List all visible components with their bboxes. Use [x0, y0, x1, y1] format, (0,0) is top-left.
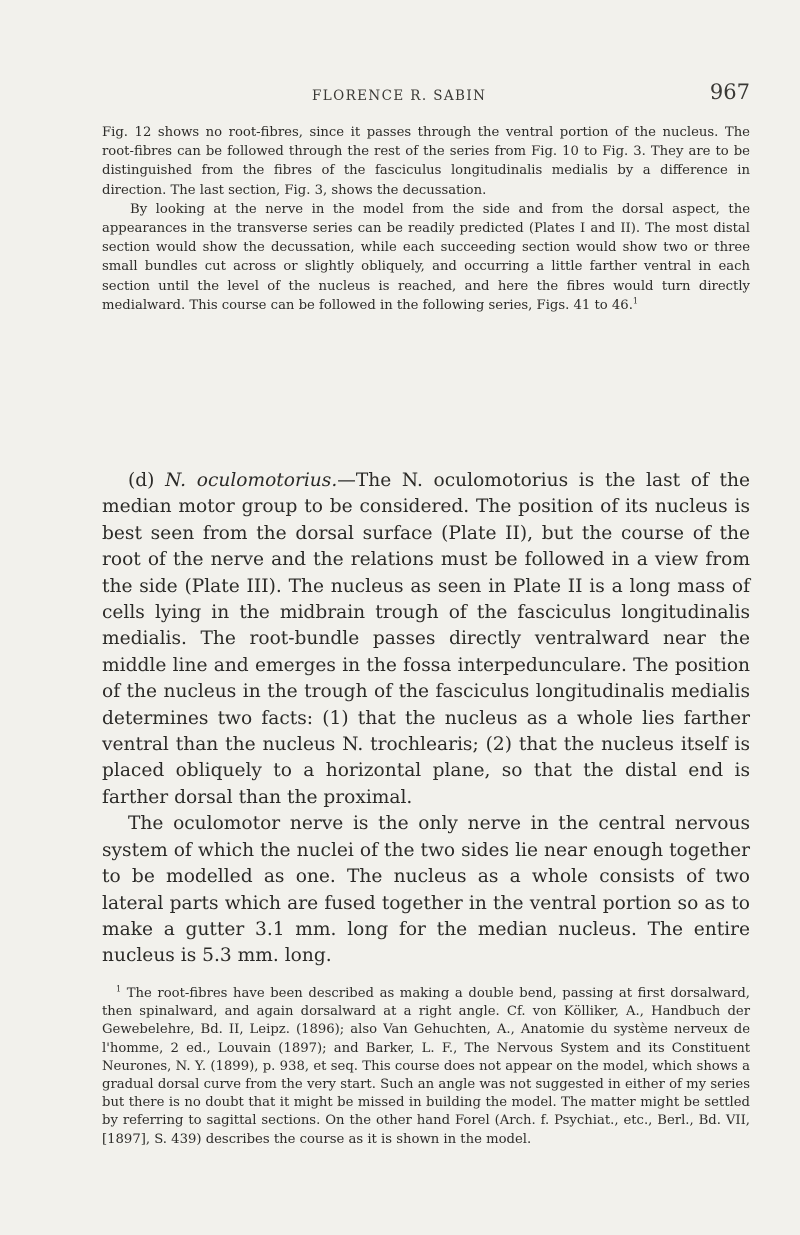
footnote-text: The root-fibres have been described as making a double bend, passing at first dorsalward, then spinalward, and again dorsalward at a right angle. Cf. von Kölliker, A., Handbuch der Gewebelehre, Bd. II, Leipz. (1896); also Van Gehuchten, A., Anatomie du système nerveux de l'homme, 2 ed., Louvain (1897); and Barker, L. F., The Nervous System and its Constituent Neurones, N. Y. (1899), p. 938, et seq. This course does not appear on the model, which shows a gradual dorsal curve from the very start. Such an angle was not suggested in either of my series but there is no doubt that it might be missed in building the model. The matter might be settled by referring to sagittal sections. On the other hand Forel (Arch. f. Psychiat., etc., Berl., Bd. VII, [1897], S. 439) describes the course as it is shown in the model. — [102, 986, 751, 1147]
small-paragraph-2-text: By looking at the nerve in the model from the side and from the dorsal aspect, the appearances in the transverse series can be readily predicted (Plates I and II). The most distal section would show the decussation, while each succeeding section would show two or three small bundles cut across or slightly obliquely, and occurring a little farther ventral in each section until the level of the nucleus is reached, and here the fibres would turn directly medialward. This course can be followed in the following series, Figs. 41 to 46. — [102, 201, 750, 313]
small-paragraph-1: Fig. 12 shows no root-fibres, since it passes through the ventral portion of the nucleus. The root-fibres can be followed through the rest of the series from Fig. 10 to Fig. 3. They are to be distinguished from the fibres of the fasciculus longitudinalis medialis by a difference in direction. The last section, Fig. 3, shows the decussation. — [102, 125, 750, 198]
page-number: 967 — [709, 80, 750, 104]
main-paragraph-1 — [102, 468, 750, 811]
footnote — [102, 985, 750, 1149]
main-paragraph-2: The oculomotor nerve is the only nerve in the central nervous system of which the nuclei of the two sides lie near enough together to be modelled as one. The nucleus as a whole consists of two lateral parts which are fused together in the ventral portion so as to make a gutter 3.1 mm. long for the median nucleus. The entire nucleus is 5.3 mm. long. — [102, 813, 750, 967]
small-paragraph-2 — [102, 200, 750, 315]
running-head: FLORENCE R. SABIN — [312, 88, 487, 104]
main-text-block — [102, 468, 750, 970]
footnote-reference[interactable]: 1 — [632, 296, 638, 306]
main-paragraph-1-text: —The N. oculomotorius is the last of the median motor group to be considered. The position of its nucleus is best seen from the dorsal surface (Plate II), but the course of the root of the nerve and the relations must be followed in a view from the side (Plate III). The nucleus as seen in Plate II is a long mass of cells lying in the midbrain trough of the fasciculus longitudinalis medialis. The root-bundle passes directly ventralward near the middle line and emerges in the fossa interpedunculare. The position of the nucleus in the trough of the fasciculus longitudinalis medialis determines two facts: (1) that the nucleus as a whole lies farther ventral than the nucleus N. trochlearis; (2) that the nucleus itself is placed obliquely to a horizontal plane, so that the distal end is farther dorsal than the proximal. — [102, 470, 750, 808]
footnote-mark: 1 — [116, 984, 122, 994]
section-name: N. oculomotorius. — [165, 470, 338, 491]
section-label: (d) — [128, 470, 155, 491]
footnote-paragraph — [102, 985, 750, 1149]
small-print-block — [102, 123, 750, 315]
